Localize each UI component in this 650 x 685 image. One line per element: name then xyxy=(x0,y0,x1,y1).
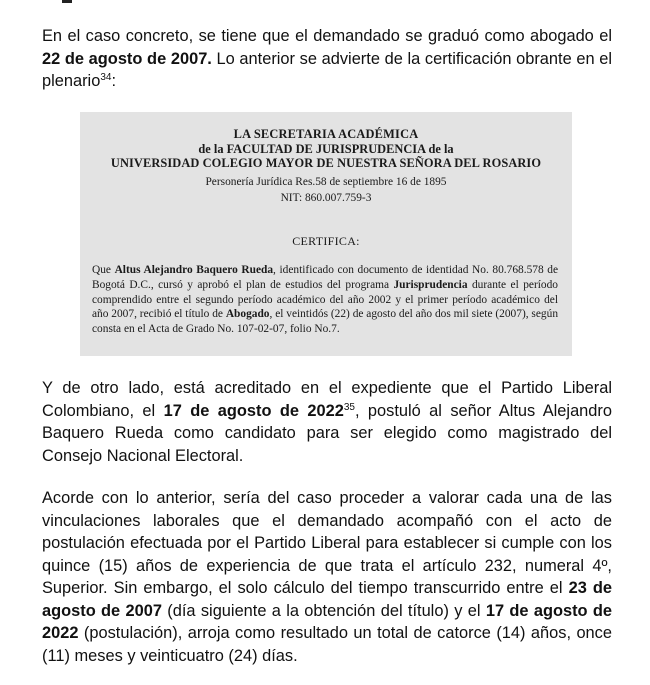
paragraph-text: (día siguiente a la obtención del título) y el xyxy=(161,601,486,620)
paragraph-text: : xyxy=(111,72,117,90)
certificate-university: UNIVERSIDAD COLEGIO MAYOR DE NUESTRA SEÑORA DEL ROSARIO xyxy=(110,156,542,170)
end-date: 17 de agosto de 2022 xyxy=(42,601,613,642)
certificate-faculty: de la FACULTAD DE JURISPRUDENCIA de la xyxy=(198,142,454,156)
footnote-ref-34[interactable]: 34 xyxy=(100,72,112,83)
paragraph-calculation xyxy=(42,487,612,667)
paragraph-text: Lo anterior se advierte de la certificación obrante en el plenario xyxy=(42,49,612,90)
start-date: 23 de agosto de 2007 xyxy=(42,579,612,620)
certificate-text: , identificado con documento de identidad No. 80.768.578 de Bogotá D.C., cursó y aprobó el plan de estudios del programa xyxy=(92,264,558,291)
certificate-text: Que xyxy=(92,264,115,276)
footnote-ref-35[interactable]: 35 xyxy=(343,401,355,413)
certificate-text: , el veintidós (22) de agosto del año dos mil siete (2007), según consta en el Acta de Grado No. 107-02-07, folio No.7. xyxy=(92,308,559,336)
degree-title: Abogado xyxy=(225,308,270,321)
paragraph-nomination xyxy=(42,377,612,467)
certificate-body xyxy=(92,263,558,337)
paragraph-text: (postulación), arroja como resultado un total de catorce (14) años, once (11) meses y veinticuatro (24) días. xyxy=(42,624,612,665)
graduation-date: 22 de agosto de 2007. xyxy=(42,49,212,68)
paragraph-text: Y de otro lado, está acreditado en el expediente que el Partido Liberal Colombiano, el xyxy=(42,379,612,420)
graduate-name: Altus Alejandro Baquero Rueda xyxy=(114,264,274,276)
paragraph-text: , postuló al señor Altus Alejandro Baquero Rueda como candidato para ser elegido como magistrado del Consejo Nacional Electoral. xyxy=(42,401,612,465)
paragraph-text: Acorde con lo anterior, sería del caso proceder a valorar cada una de las vinculaciones laborales que el demandado acompañó con el acto de postulación efectuada por el Partido Liberal para establecer si cumple con los quince (15) años de experiencia de que trata el artículo 232, numeral 4º, Superior. Sin embargo, el solo cálculo del tiempo transcurrido entre el xyxy=(42,489,612,597)
program-name: Jurisprudencia xyxy=(393,278,468,291)
nomination-date: 17 de agosto de 2022 xyxy=(163,401,344,420)
certificate-issuer: LA SECRETARIA ACADÉMICA xyxy=(233,127,419,141)
certificate-image xyxy=(80,112,572,356)
certificate-nit: NIT: 860.007.759-3 xyxy=(280,192,372,204)
certificate-heading: CERTIFICA: xyxy=(292,234,360,248)
paragraph-text: En el caso concreto, se tiene que el demandado se graduó como abogado el xyxy=(42,27,612,45)
certificate-text: durante el período comprendido entre el segundo período académico del año 2002 y el primer período académico del año 2007, recibió el título de xyxy=(92,278,558,321)
certificate-legal-status: Personería Jurídica Res.58 de septiembre 16 de 1895 xyxy=(205,176,447,188)
paragraph-graduation xyxy=(42,25,612,93)
page-top-mark xyxy=(62,0,72,3)
